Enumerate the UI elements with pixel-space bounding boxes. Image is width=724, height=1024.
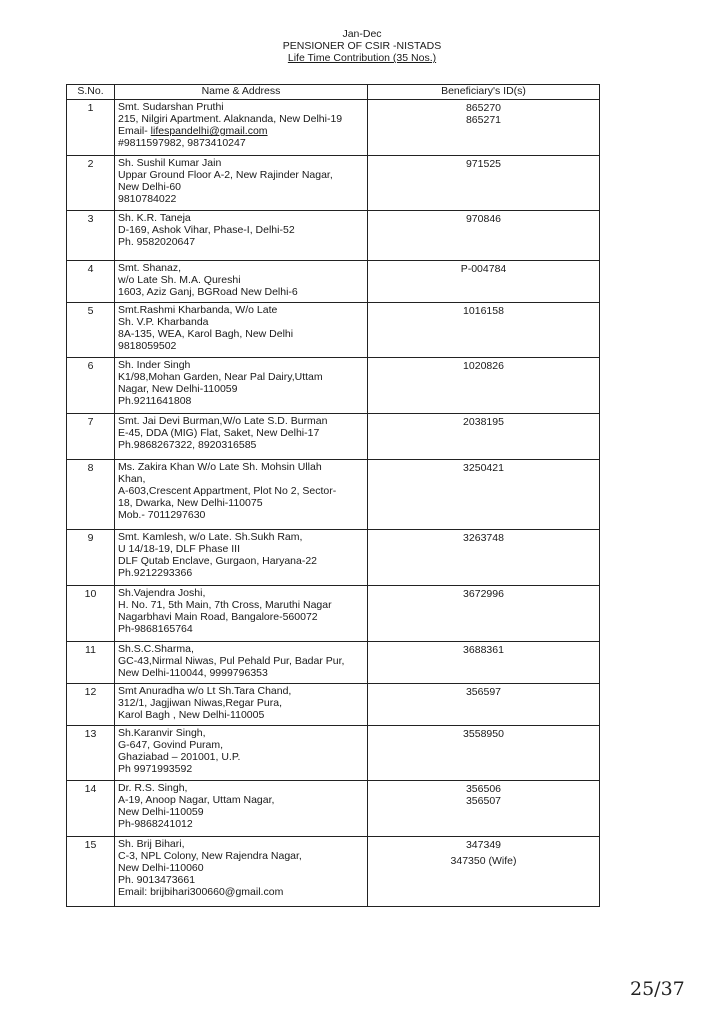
address-line: Smt.Rashmi Kharbanda, W/o Late: [118, 304, 278, 316]
row-serial-number: 2: [67, 156, 115, 211]
address-line: 9810784022: [118, 193, 177, 205]
row-serial-number: 7: [67, 414, 115, 460]
address-line: Smt. Sudarshan Pruthi: [118, 101, 224, 113]
address-line: K1/98,Mohan Garden, Near Pal Dairy,Uttam: [118, 371, 323, 383]
address-line: Sh. Inder Singh: [118, 359, 191, 371]
beneficiary-id: 3672996: [463, 588, 504, 600]
address-line: 1603, Aziz Ganj, BGRoad New Delhi-6: [118, 286, 298, 298]
row-name-address: [115, 684, 368, 726]
address-line: Ph-9868165764: [118, 623, 193, 635]
address-line: Sh.Karanvir Singh,: [118, 727, 206, 739]
table-row: [67, 100, 600, 156]
address-line: Dr. R.S. Singh,: [118, 782, 188, 794]
row-name-address: [115, 261, 368, 303]
row-serial-number: 13: [67, 726, 115, 781]
row-beneficiary-ids: [368, 684, 600, 726]
row-beneficiary-ids: [368, 211, 600, 261]
row-beneficiary-ids: [368, 837, 600, 907]
beneficiary-id: 356506: [465, 783, 502, 795]
row-serial-number: 8: [67, 460, 115, 530]
table-row: [67, 211, 600, 261]
address-line: Ph 9971993592: [118, 763, 193, 775]
address-line: Mob.- 7011297630: [118, 509, 206, 521]
row-name-address: [115, 460, 368, 530]
address-line: Ms. Zakira Khan W/o Late Sh. Mohsin Ullah: [118, 461, 322, 473]
address-line: w/o Late Sh. M.A. Qureshi: [118, 274, 241, 286]
address-line: Email: brijbihari300660@gmail.com: [118, 886, 284, 898]
beneficiary-id: 971525: [465, 158, 502, 170]
address-line: 8A-135, WEA, Karol Bagh, New Delhi: [118, 328, 294, 340]
document-title: PENSIONER OF CSIR -NISTADS: [282, 40, 442, 52]
address-line: New Delhi-60: [118, 181, 182, 193]
address-line: 9818059502: [118, 340, 177, 352]
beneficiary-id: 3688361: [463, 644, 504, 656]
address-line: Ph.9868267322, 8920316585: [118, 439, 257, 451]
row-name-address: [115, 156, 368, 211]
row-name-address: [115, 358, 368, 414]
row-serial-number: 6: [67, 358, 115, 414]
address-line: Ph. 9013473661: [118, 874, 196, 886]
row-serial-number: 5: [67, 303, 115, 358]
row-beneficiary-ids: [368, 642, 600, 684]
table-header-row: [67, 85, 600, 100]
document-header: [0, 28, 724, 64]
row-beneficiary-ids: [368, 261, 600, 303]
row-serial-number: 1: [67, 100, 115, 156]
address-line: A-603,Crescent Appartment, Plot No 2, Sector-: [118, 485, 337, 497]
address-line: Ph. 9582020647: [118, 236, 196, 248]
row-beneficiary-ids: [368, 100, 600, 156]
row-beneficiary-ids: [368, 781, 600, 837]
address-line: Ph.9211641808: [118, 395, 192, 407]
address-line: C-3, NPL Colony, New Rajendra Nagar,: [118, 850, 302, 862]
address-line: Sh. V.P. Kharbanda: [118, 316, 209, 328]
table-row: [67, 414, 600, 460]
address-line: 215, Nilgiri Apartment. Alaknanda, New Delhi-19: [118, 113, 343, 125]
row-beneficiary-ids: [368, 530, 600, 586]
address-line: DLF Qutab Enclave, Gurgaon, Haryana-22: [118, 555, 318, 567]
table-row: [67, 303, 600, 358]
row-name-address: [115, 726, 368, 781]
table-row: [67, 460, 600, 530]
address-line: Nagarbhavi Main Road, Bangalore-560072: [118, 611, 318, 623]
table-row: [67, 642, 600, 684]
address-line: Nagar, New Delhi-110059: [118, 383, 238, 395]
address-line: Ph.9212293366: [118, 567, 193, 579]
beneficiary-id: 356507: [465, 795, 502, 807]
row-beneficiary-ids: [368, 726, 600, 781]
address-line: New Delhi-110060: [118, 862, 204, 874]
address-line: Smt. Jai Devi Burman,W/o Late S.D. Burman: [118, 415, 328, 427]
row-serial-number: 11: [67, 642, 115, 684]
beneficiary-id: 865270: [465, 102, 502, 114]
pensioner-table: [66, 84, 600, 907]
address-line: #9811597982, 9873410247: [118, 137, 246, 149]
beneficiary-id: 2038195: [463, 416, 504, 428]
row-name-address: [115, 837, 368, 907]
address-line: Smt. Kamlesh, w/o Late. Sh.Sukh Ram,: [118, 531, 303, 543]
row-name-address: [115, 100, 368, 156]
address-line: A-19, Anoop Nagar, Uttam Nagar,: [118, 794, 275, 806]
address-line: Sh. K.R. Taneja: [118, 212, 191, 224]
beneficiary-id: 347349: [465, 839, 502, 851]
address-line: Ph-9868241012: [118, 818, 193, 830]
table-row: [67, 837, 600, 907]
address-line: H. No. 71, 5th Main, 7th Cross, Maruthi Nagar: [118, 599, 332, 611]
row-beneficiary-ids: [368, 358, 600, 414]
address-line: GC-43,Nirmal Niwas, Pul Pehald Pur, Badar Pur,: [118, 655, 345, 667]
row-beneficiary-ids: [368, 156, 600, 211]
row-name-address: [115, 530, 368, 586]
beneficiary-id: 356597: [465, 686, 502, 698]
beneficiary-id: 3558950: [463, 728, 504, 740]
column-header-beneficiary-ids: Beneficiary's ID(s): [368, 85, 600, 100]
row-beneficiary-ids: [368, 414, 600, 460]
table-row: [67, 781, 600, 837]
address-line: Sh. Brij Bihari,: [118, 838, 185, 850]
row-beneficiary-ids: [368, 586, 600, 642]
address-line: Smt. Shanaz,: [118, 262, 182, 274]
beneficiary-id: P-004784: [460, 263, 507, 275]
beneficiary-id: 3250421: [463, 462, 504, 474]
address-line: D-169, Ashok Vihar, Phase-I, Delhi-52: [118, 224, 295, 236]
row-name-address: [115, 211, 368, 261]
beneficiary-id: 3263748: [463, 532, 504, 544]
period-label: Jan-Dec: [342, 28, 382, 40]
document-subtitle: Life Time Contribution (35 Nos.): [287, 52, 437, 64]
row-name-address: [115, 414, 368, 460]
address-line: U 14/18-19, DLF Phase III: [118, 543, 240, 555]
row-name-address: [115, 303, 368, 358]
address-line: Sh.S.C.Sharma,: [118, 643, 194, 655]
row-beneficiary-ids: [368, 303, 600, 358]
row-serial-number: 15: [67, 837, 115, 907]
table-row: [67, 261, 600, 303]
beneficiary-id: 970846: [465, 213, 502, 225]
row-serial-number: 9: [67, 530, 115, 586]
address-line: Sh. Sushil Kumar Jain: [118, 157, 222, 169]
beneficiary-id: 1020826: [463, 360, 504, 372]
table-row: [67, 684, 600, 726]
address-line: G-647, Govind Puram,: [118, 739, 224, 751]
address-line: Karol Bagh , New Delhi-110005: [118, 709, 265, 721]
beneficiary-id: 347350 (Wife): [450, 855, 517, 867]
column-header-name-address: Name & Address: [115, 85, 368, 100]
row-name-address: [115, 642, 368, 684]
email-link[interactable]: lifespandelhi@gmail.com: [150, 125, 268, 137]
beneficiary-id: 865271: [465, 114, 502, 126]
row-serial-number: 4: [67, 261, 115, 303]
address-line: Smt Anuradha w/o Lt Sh.Tara Chand,: [118, 685, 292, 697]
address-line: New Delhi-110059: [118, 806, 204, 818]
row-serial-number: 12: [67, 684, 115, 726]
beneficiary-id: 1016158: [463, 305, 504, 317]
address-line: 18, Dwarka, New Delhi-110075: [118, 497, 263, 509]
address-line: Uppar Ground Floor A-2, New Rajinder Nagar,: [118, 169, 333, 181]
page-number: 25/37: [630, 978, 685, 1000]
address-line: E-45, DDA (MIG) Flat, Saket, New Delhi-17: [118, 427, 320, 439]
address-line: Sh.Vajendra Joshi,: [118, 587, 206, 599]
table-row: [67, 358, 600, 414]
row-name-address: [115, 781, 368, 837]
address-line: New Delhi-110044, 9999796353: [118, 667, 268, 679]
table-row: [67, 156, 600, 211]
table-row: [67, 586, 600, 642]
row-serial-number: 10: [67, 586, 115, 642]
row-name-address: [115, 586, 368, 642]
table-row: [67, 726, 600, 781]
address-line: 312/1, Jagjiwan Niwas,Regar Pura,: [118, 697, 283, 709]
table-row: [67, 530, 600, 586]
row-serial-number: 3: [67, 211, 115, 261]
address-line: Ghaziabad – 201001, U.P.: [118, 751, 241, 763]
column-header-sno: S.No.: [67, 85, 115, 100]
row-beneficiary-ids: [368, 460, 600, 530]
address-line: Email- lifespandelhi@gmail.com: [118, 125, 268, 137]
address-line: Khan,: [118, 473, 146, 485]
row-serial-number: 14: [67, 781, 115, 837]
